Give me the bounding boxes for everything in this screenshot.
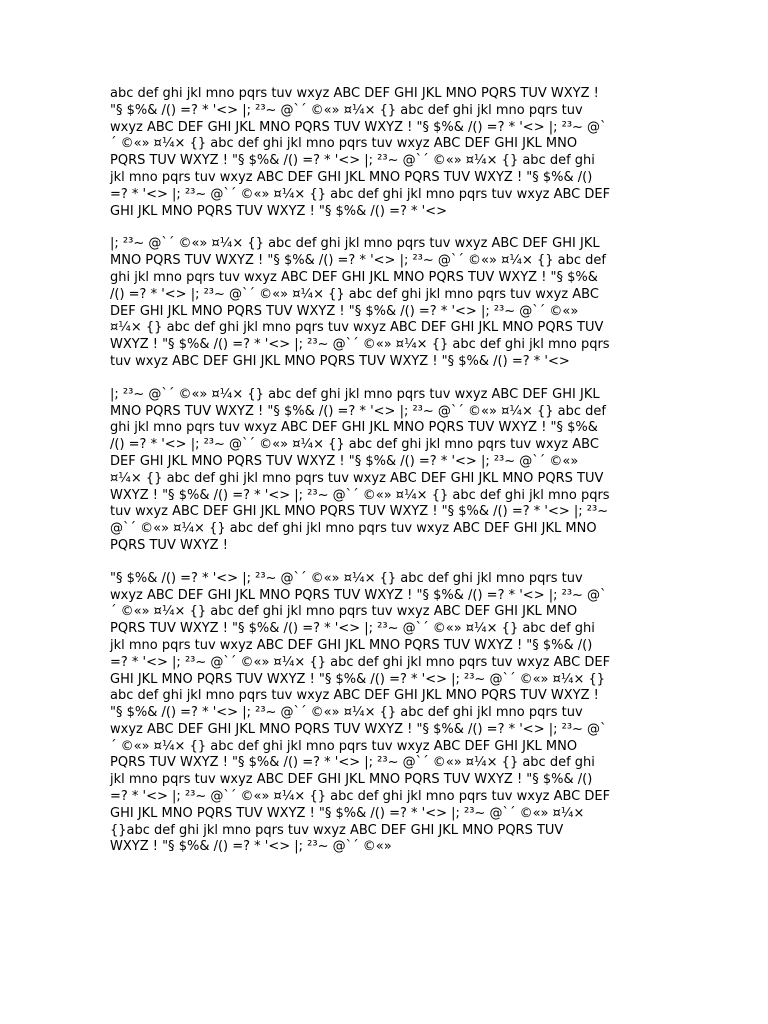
text-line: PQRS TUV WXYZ ! "§ $%& /() =? * '<> |; ²³~ @`´ ©«» ¤¼× {} abc def ghi <box>110 755 595 771</box>
paragraph-4 <box>110 571 660 857</box>
text-line: PQRS TUV WXYZ ! "§ $%& /() =? * '<> |; ²³~ @`´ ©«» ¤¼× {} abc def ghi <box>110 621 595 637</box>
text-line: /() =? * '<> |; ²³~ @`´ ©«» ¤¼× {} abc def ghi jkl mno pqrs tuv wxyz ABC <box>110 437 599 453</box>
text-line: wxyz ABC DEF GHI JKL MNO PQRS TUV WXYZ ! "§ $%& /() =? * '<> |; ²³~ @` <box>110 587 607 603</box>
paragraph-2 <box>110 236 660 370</box>
text-line: @`´ ©«» ¤¼× {} abc def ghi jkl mno pqrs tuv wxyz ABC DEF GHI JKL MNO <box>110 521 597 537</box>
text-line: ´ ©«» ¤¼× {} abc def ghi jkl mno pqrs tuv wxyz ABC DEF GHI JKL MNO <box>110 604 578 620</box>
text-line: tuv wxyz ABC DEF GHI JKL MNO PQRS TUV WXYZ ! "§ $%& /() =? * '<> |; ²³~ <box>110 504 609 520</box>
text-line: =? * '<> |; ²³~ @`´ ©«» ¤¼× {} abc def ghi jkl mno pqrs tuv wxyz ABC DEF <box>110 654 611 670</box>
text-line: MNO PQRS TUV WXYZ ! "§ $%& /() =? * '<> |; ²³~ @`´ ©«» ¤¼× {} abc def <box>110 253 606 269</box>
text-line: tuv wxyz ABC DEF GHI JKL MNO PQRS TUV WXYZ ! "§ $%& /() =? * '<> <box>110 353 570 369</box>
text-line: jkl mno pqrs tuv wxyz ABC DEF GHI JKL MNO PQRS TUV WXYZ ! "§ $%& /() <box>110 169 593 185</box>
text-line: ¤¼× {} abc def ghi jkl mno pqrs tuv wxyz ABC DEF GHI JKL MNO PQRS TUV <box>110 320 604 336</box>
paragraph-1 <box>110 86 660 220</box>
text-line: ghi jkl mno pqrs tuv wxyz ABC DEF GHI JKL MNO PQRS TUV WXYZ ! "§ $%& <box>110 269 598 285</box>
text-line: WXYZ ! "§ $%& /() =? * '<> |; ²³~ @`´ ©«» <box>110 839 392 855</box>
text-line: wxyz ABC DEF GHI JKL MNO PQRS TUV WXYZ ! "§ $%& /() =? * '<> |; ²³~ @` <box>110 119 607 135</box>
text-line: MNO PQRS TUV WXYZ ! "§ $%& /() =? * '<> |; ²³~ @`´ ©«» ¤¼× {} abc def <box>110 403 606 419</box>
text-line: ghi jkl mno pqrs tuv wxyz ABC DEF GHI JKL MNO PQRS TUV WXYZ ! "§ $%& <box>110 420 598 436</box>
text-line: |; ²³~ @`´ ©«» ¤¼× {} abc def ghi jkl mno pqrs tuv wxyz ABC DEF GHI JKL <box>110 386 600 402</box>
text-line: {}abc def ghi jkl mno pqrs tuv wxyz ABC DEF GHI JKL MNO PQRS TUV <box>110 822 564 838</box>
text-line: abc def ghi jkl mno pqrs tuv wxyz ABC DEF GHI JKL MNO PQRS TUV WXYZ ! <box>110 86 599 101</box>
text-line: jkl mno pqrs tuv wxyz ABC DEF GHI JKL MNO PQRS TUV WXYZ ! "§ $%& /() <box>110 637 593 653</box>
text-line: ¤¼× {} abc def ghi jkl mno pqrs tuv wxyz ABC DEF GHI JKL MNO PQRS TUV <box>110 470 604 486</box>
text-line: ´ ©«» ¤¼× {} abc def ghi jkl mno pqrs tuv wxyz ABC DEF GHI JKL MNO <box>110 738 578 754</box>
document-body <box>110 86 660 872</box>
paragraph-3 <box>110 387 660 555</box>
text-line: /() =? * '<> |; ²³~ @`´ ©«» ¤¼× {} abc def ghi jkl mno pqrs tuv wxyz ABC <box>110 286 599 302</box>
text-line: GHI JKL MNO PQRS TUV WXYZ ! "§ $%& /() =? * '<> <box>110 203 447 219</box>
text-line: PQRS TUV WXYZ ! <box>110 537 228 553</box>
text-line: jkl mno pqrs tuv wxyz ABC DEF GHI JKL MNO PQRS TUV WXYZ ! "§ $%& /() <box>110 772 593 788</box>
text-line: GHI JKL MNO PQRS TUV WXYZ ! "§ $%& /() =? * '<> |; ²³~ @`´ ©«» ¤¼× <box>110 805 585 821</box>
text-line: =? * '<> |; ²³~ @`´ ©«» ¤¼× {} abc def ghi jkl mno pqrs tuv wxyz ABC DEF <box>110 186 611 202</box>
text-line: wxyz ABC DEF GHI JKL MNO PQRS TUV WXYZ ! "§ $%& /() =? * '<> |; ²³~ @` <box>110 721 607 737</box>
text-line: "§ $%& /() =? * '<> |; ²³~ @`´ ©«» ¤¼× {} abc def ghi jkl mno pqrs tuv <box>110 570 583 586</box>
text-line: abc def ghi jkl mno pqrs tuv wxyz ABC DEF GHI JKL MNO PQRS TUV WXYZ ! <box>110 688 599 704</box>
text-line: ´ ©«» ¤¼× {} abc def ghi jkl mno pqrs tuv wxyz ABC DEF GHI JKL MNO <box>110 136 578 152</box>
text-line: PQRS TUV WXYZ ! "§ $%& /() =? * '<> |; ²³~ @`´ ©«» ¤¼× {} abc def ghi <box>110 153 595 169</box>
text-line: WXYZ ! "§ $%& /() =? * '<> |; ²³~ @`´ ©«» ¤¼× {} abc def ghi jkl mno pqrs <box>110 337 610 353</box>
text-line: DEF GHI JKL MNO PQRS TUV WXYZ ! "§ $%& /() =? * '<> |; ²³~ @`´ ©«» <box>110 453 579 469</box>
text-line: =? * '<> |; ²³~ @`´ ©«» ¤¼× {} abc def ghi jkl mno pqrs tuv wxyz ABC DEF <box>110 789 611 805</box>
text-line: |; ²³~ @`´ ©«» ¤¼× {} abc def ghi jkl mno pqrs tuv wxyz ABC DEF GHI JKL <box>110 236 600 252</box>
text-line: DEF GHI JKL MNO PQRS TUV WXYZ ! "§ $%& /() =? * '<> |; ²³~ @`´ ©«» <box>110 303 579 319</box>
text-line: GHI JKL MNO PQRS TUV WXYZ ! "§ $%& /() =? * '<> |; ²³~ @`´ ©«» ¤¼× {} <box>110 671 606 687</box>
text-line: WXYZ ! "§ $%& /() =? * '<> |; ²³~ @`´ ©«» ¤¼× {} abc def ghi jkl mno pqrs <box>110 487 610 503</box>
text-line: "§ $%& /() =? * '<> |; ²³~ @`´ ©«» ¤¼× {} abc def ghi jkl mno pqrs tuv <box>110 705 583 721</box>
text-line: "§ $%& /() =? * '<> |; ²³~ @`´ ©«» ¤¼× {} abc def ghi jkl mno pqrs tuv <box>110 102 583 118</box>
